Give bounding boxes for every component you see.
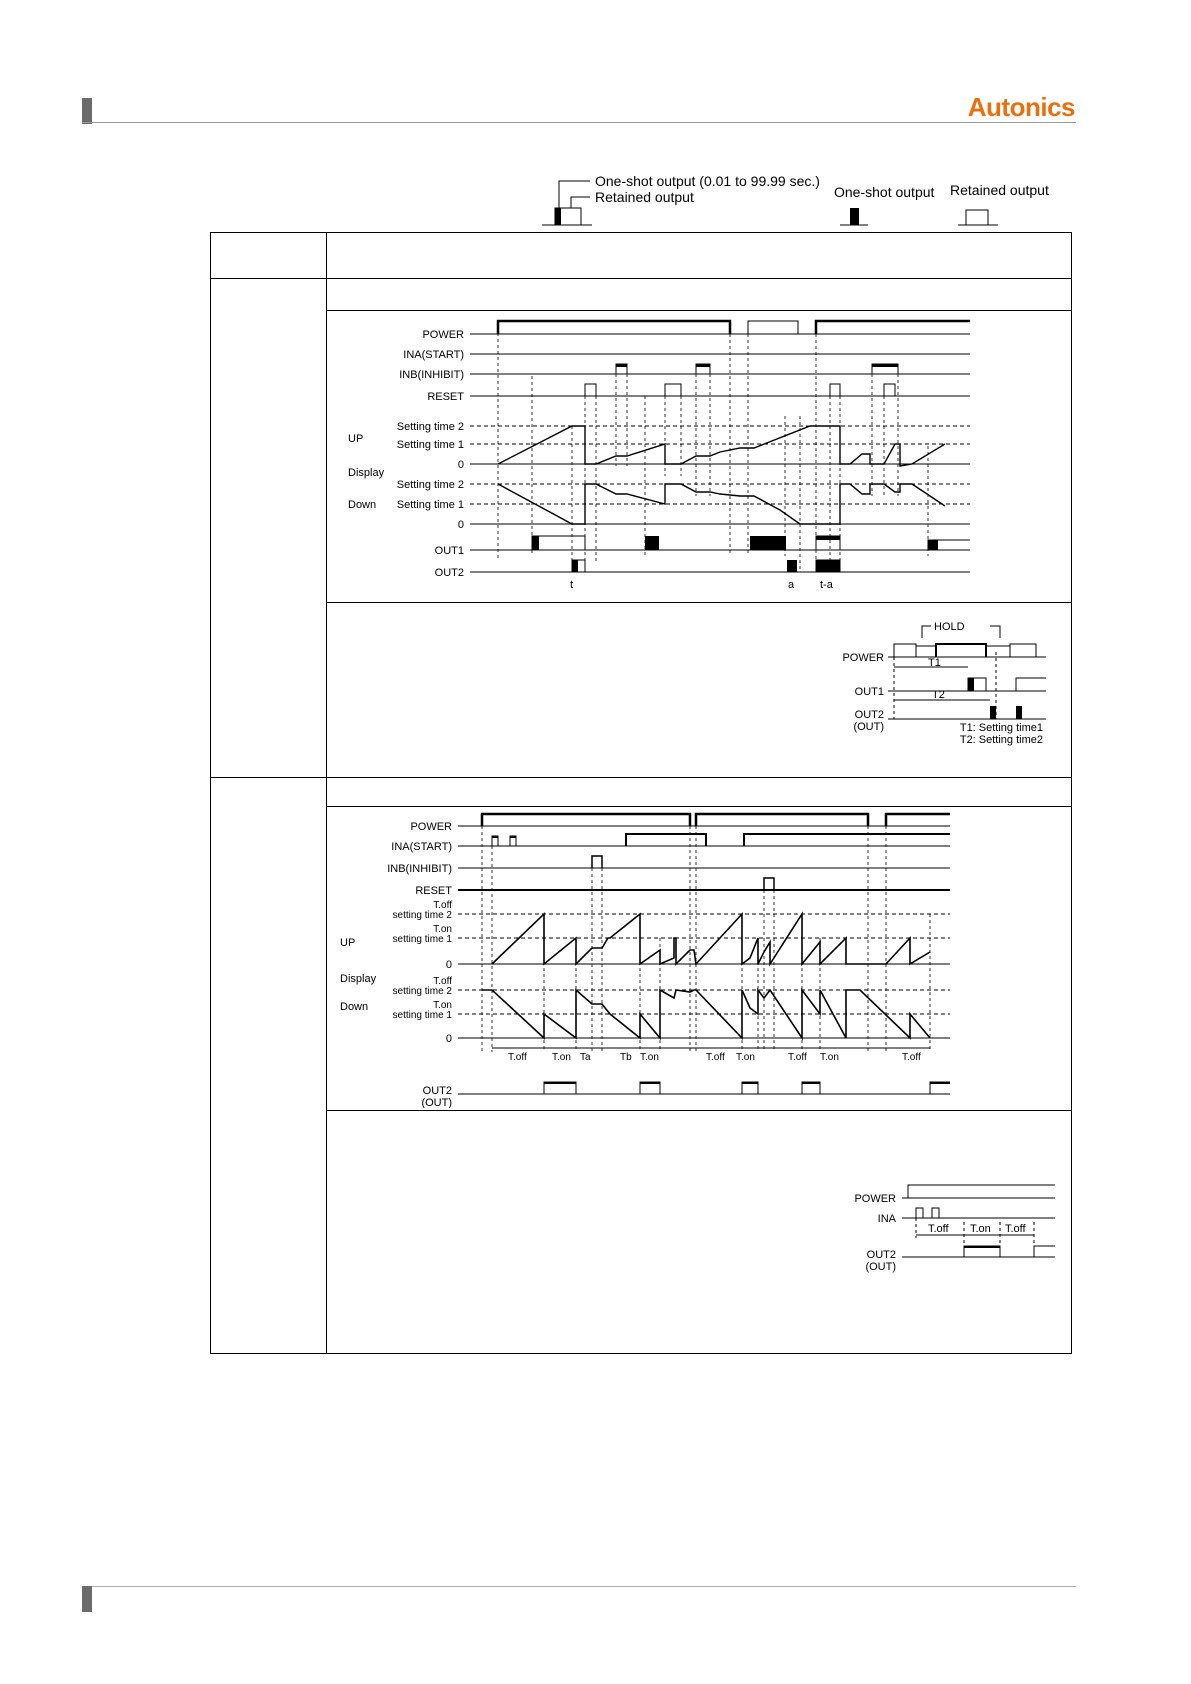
chart2-down-ton: T.on <box>433 1000 452 1011</box>
svg-text:Tb: Tb <box>620 1052 632 1063</box>
svg-text:T.off: T.off <box>706 1052 725 1063</box>
timing-chart-1 <box>340 316 980 596</box>
timing-chart-2 <box>340 812 960 1108</box>
hold-out2-sub: (OUT) <box>853 721 884 733</box>
svg-text:T.on: T.on <box>640 1052 659 1063</box>
chart2-up-st2: setting time 2 <box>392 910 452 921</box>
chart1-down-setting-time-2: Setting time 2 <box>396 479 464 491</box>
chart2-signal-labels <box>387 821 452 897</box>
flicker-toff-2: T.off <box>1005 1223 1026 1235</box>
chart2-out2-label: OUT2 <box>422 1085 452 1097</box>
svg-text:RESET: RESET <box>427 391 464 403</box>
svg-text:T.on: T.on <box>552 1052 571 1063</box>
chart1-signal-labels <box>399 329 464 403</box>
table-header-rule <box>210 278 1072 279</box>
flicker-diagram <box>850 1178 1060 1278</box>
legend-retained: Retained output <box>595 189 694 205</box>
legend-oneshot-range: One-shot output (0.01 to 99.99 sec.) <box>595 173 820 189</box>
chart2-segment-labels <box>508 1052 921 1063</box>
chart1-out1-label: OUT1 <box>434 545 464 557</box>
flicker-ina-label: INA <box>877 1213 896 1225</box>
svg-text:Ta: Ta <box>580 1052 591 1063</box>
svg-text:T.off: T.off <box>788 1052 807 1063</box>
chart1-up-setting-time-2: Setting time 2 <box>396 421 464 433</box>
footer-bar <box>82 1586 92 1612</box>
hold-out1-label: OUT1 <box>854 686 884 698</box>
chart2-down-st2: setting time 2 <box>392 986 452 997</box>
chart2-down-st1: setting time 1 <box>392 1010 452 1021</box>
output-legend <box>540 170 1080 230</box>
chart1-out2-label: OUT2 <box>434 567 464 579</box>
flicker-out2-label: OUT2 <box>866 1249 896 1261</box>
footer-rule <box>82 1586 1076 1587</box>
chart1-mark-a: a <box>788 579 795 591</box>
flicker-ton: T.on <box>970 1223 991 1235</box>
hold-diagram <box>836 612 1056 762</box>
chart1-down-label: Down <box>348 499 377 511</box>
chart2-display-label: Display <box>340 973 377 985</box>
hold-out2-label: OUT2 <box>854 709 884 721</box>
chart1-down-setting-time-1: Setting time 1 <box>396 499 464 511</box>
hold-t1: T1 <box>928 657 941 669</box>
flicker-toff: T.off <box>928 1223 949 1235</box>
row2-subheader-rule <box>326 806 1072 807</box>
hold-note-1: T1: Setting time1 <box>959 722 1043 734</box>
chart1-up-setting-time-1: Setting time 1 <box>396 439 464 451</box>
flicker-out2-sub: (OUT) <box>865 1261 896 1273</box>
chart2-up-ton: T.on <box>433 924 452 935</box>
chart1-display-label: Display <box>348 467 385 479</box>
chart1-up-zero: 0 <box>457 459 464 471</box>
chart1-up-label: UP <box>348 433 364 445</box>
svg-text:POWER: POWER <box>422 329 464 341</box>
chart1-mark-t: t <box>570 579 574 591</box>
brand-logo: Autonics <box>967 92 1075 122</box>
chart2-up-zero: 0 <box>445 959 452 971</box>
hold-label: HOLD <box>934 621 965 633</box>
svg-text:INB(INHIBIT): INB(INHIBIT) <box>387 863 452 875</box>
svg-text:INB(INHIBIT): INB(INHIBIT) <box>399 369 464 381</box>
svg-text:T.on: T.on <box>736 1052 755 1063</box>
chart1-mark-t-a: t-a <box>820 579 833 591</box>
table-column-divider <box>326 232 327 1354</box>
hold-t2: T2 <box>932 689 945 701</box>
row1-subheader-rule <box>326 310 1072 311</box>
svg-text:T.off: T.off <box>508 1052 527 1063</box>
hold-power-label: POWER <box>842 652 884 664</box>
chart2-down-label: Down <box>340 1001 369 1013</box>
svg-text:RESET: RESET <box>415 885 452 897</box>
chart2-up-label: UP <box>340 937 356 949</box>
header-rule <box>82 122 1076 123</box>
row1-chart-rule <box>326 602 1072 603</box>
chart2-out2-sub: (OUT) <box>421 1097 452 1108</box>
row2-chart-rule <box>326 1110 1072 1111</box>
svg-text:POWER: POWER <box>410 821 452 833</box>
legend-oneshot: One-shot output <box>834 184 935 200</box>
chart2-up-st1: setting time 1 <box>392 934 452 945</box>
hold-note-2: T2: Setting time2 <box>959 734 1043 746</box>
chart1-down-zero: 0 <box>457 519 464 531</box>
row-divider <box>210 777 1072 778</box>
svg-text:T.on: T.on <box>820 1052 839 1063</box>
chart2-up-toff: T.off <box>433 900 452 911</box>
flicker-power-label: POWER <box>854 1193 896 1205</box>
svg-text:INA(START): INA(START) <box>403 349 464 361</box>
chart2-down-toff: T.off <box>433 976 452 987</box>
chart2-down-zero: 0 <box>445 1033 452 1045</box>
header-bar <box>82 98 92 124</box>
legend-retained-right: Retained output <box>950 182 1049 198</box>
svg-text:INA(START): INA(START) <box>391 841 452 853</box>
svg-text:T.off: T.off <box>902 1052 921 1063</box>
